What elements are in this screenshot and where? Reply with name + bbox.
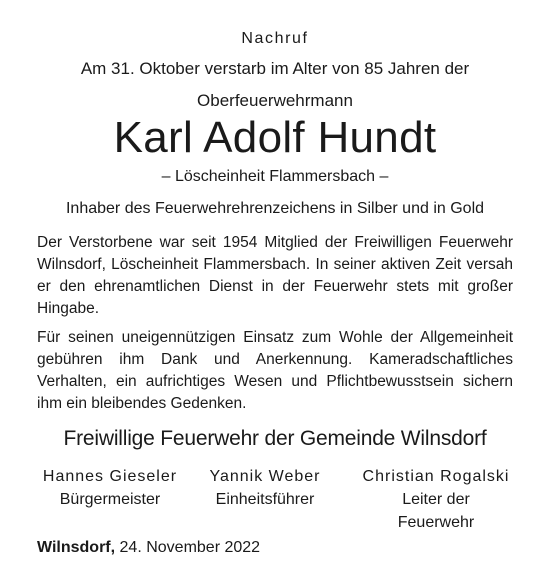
signatory-role: Einheitsführer bbox=[215, 491, 315, 508]
signatory-role-continued: Feuerwehr bbox=[397, 514, 475, 531]
paragraph-gratitude: Für seinen uneigennützigen Einsatz zum Wohle der Allgemeinheit gebühren ihm Dank und Anerkennung. Kameradschaftliches Verhalten, ein aufrichtiges Wesen und Pflichtbewusstsein sichern ihm ein bleibendes Gedenken. bbox=[37, 329, 513, 412]
unit-line: – Löscheinheit Flammersbach – bbox=[161, 168, 389, 185]
signatory-role: Leiter der bbox=[402, 491, 470, 508]
signatory-name: Yannik Weber bbox=[209, 468, 321, 485]
honor-line: Inhaber des Feuerwehrehrenzeichens in Silber und in Gold bbox=[65, 200, 485, 217]
intro-line-2: Oberfeuerwehrmann bbox=[197, 91, 353, 110]
deceased-name: Karl Adolf Hundt bbox=[113, 113, 437, 162]
signatory-fire-chief bbox=[352, 465, 520, 534]
signatory-name: Christian Rogalski bbox=[362, 468, 510, 485]
notice-date: 24. November 2022 bbox=[119, 539, 261, 556]
notice-heading: Nachruf bbox=[241, 30, 309, 47]
signatory-role: Bürgermeister bbox=[59, 491, 161, 508]
place-date bbox=[37, 539, 260, 557]
paragraph-membership: Der Verstorbene war seit 1954 Mitglied der Freiwilligen Feuerwehr Wilnsdorf, Löscheinheit Flammersbach. In seiner aktiven Zeit versah er den ehrenamtlichen Dienst in der Feuerwehr stets mit großer Hingabe. bbox=[37, 234, 513, 317]
place-name: Wilnsdorf, bbox=[37, 539, 116, 556]
intro-line-1: Am 31. Oktober verstarb im Alter von 85 Jahren der bbox=[80, 59, 470, 78]
signatory-mayor bbox=[30, 465, 190, 511]
signatory-unit-leader bbox=[190, 465, 340, 511]
signatory-name: Hannes Gieseler bbox=[42, 468, 178, 485]
organization-name: Freiwillige Feuerwehr der Gemeinde Wilnsdorf bbox=[63, 427, 487, 450]
